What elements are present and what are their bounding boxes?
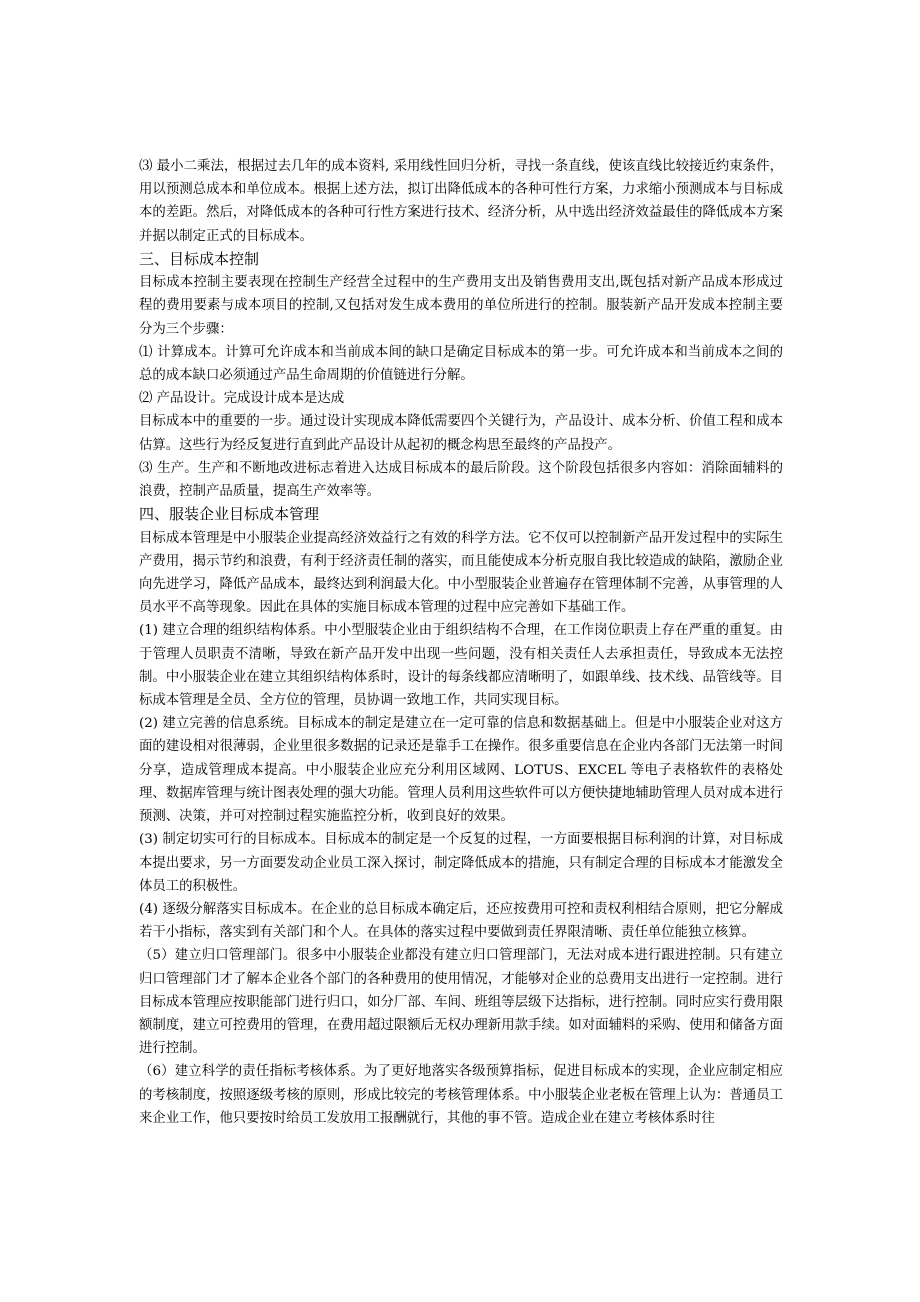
paragraph-item-5-department: （5）建立归口管理部门。很多中小服装企业都没有建立归口管理部门，无法对成本进行跟进控制。只有建立归口管理部门才了解本企业各个部门的各种费用的使用情况，才能够对企业的总费用支出进行一定控制。进行目标成本管理应按职能部门进行归口，如分厂部、车间、班组等层级下达指标，进行控制。同时应实行费用限额制度，建立可控费用的管理，在费用超过限额后无权办理新用款手续。如对面辅料的采购、使用和储备方面进行控制。 <box>139 948 783 1057</box>
paragraph-control-intro: 目标成本控制主要表现在控制生产经营全过程中的生产费用支出及销售费用支出,既包括对新产品成本形成过程的费用要素与成本项目的控制,又包括对发生成本费用的单位所进行的控制。服装新产品开发成本控制主要分为三个步骤： <box>139 275 783 337</box>
paragraph-management-intro: 目标成本管理是中小服装企业提高经济效益行之有效的科学方法。它不仅可以控制新产品开发过程中的实际生产费用，揭示节约和浪费，有利于经济责任制的落实，而且能使成本分析克服自我比较造成的缺陷，激励企业向先进学习，降低产品成本，最终达到利润最大化。中小型服装企业普遍存在管理体制不完善，从事管理的人员水平不高等现象。因此在具体的实施目标成本管理的过程中应完善如下基础工作。 <box>139 530 783 616</box>
paragraph-item-3-target-setting: (3) 制定切实可行的目标成本。目标成本的制定是一个反复的过程，一方面要根据目标利润的计算，对目标成本提出要求，另一方面要发动企业员工深入探讨，制定降低成本的措施，只有制定合理的目标成本才能激发全体员工的积极性。 <box>139 832 783 894</box>
paragraph-item-2-information: (2) 建立完善的信息系统。目标成本的制定是建立在一定可靠的信息和数据基础上。但是中小服装企业对这方面的建设相对很薄弱，企业里很多数据的记录还是靠手工在操作。很多重要信息在企业内各部门无法第一时间分享，造成管理成本提高。中小服装企业应充分利用区域网、LOTUS、EXCEL 等电子表格软件的表格处理、数据库管理与统计图表处理的强大功能。管理人员利用这些软件可以方便快捷地辅助管理人员对成本进行预测、决策，并可对控制过程实施监控分析，收到良好的效果。 <box>139 716 783 825</box>
paragraph-step-production: ⑶ 生产。生产和不断地改进标志着进入达成目标成本的最后阶段。这个阶段包括很多内容如：消除面辅料的浪费，控制产品质量，提高生产效率等。 <box>139 460 783 500</box>
paragraph-item-6-assessment: （6）建立科学的责任指标考核体系。为了更好地落实各级预算指标，促进目标成本的实现，企业应制定相应的考核制度，按照逐级考核的原则，形成比较完的考核管理体系。中小服装企业老板在管理上认为：普通员工来企业工作，他只要按时给员工发放用工报酬就行，其他的事不管。造成企业在建立考核体系时往 <box>139 1064 783 1126</box>
paragraph-design-detail: 目标成本中的重要的一步。通过设计实现成本降低需要四个关键行为，产品设计、成本分析、价值工程和成本估算。这些行为经反复进行直到此产品设计从起初的概念构思至最终的产品投产。 <box>139 414 783 453</box>
paragraph-item-4-decomposition: (4) 逐级分解落实目标成本。在企业的总目标成本确定后，还应按费用可控和责权利相结合原则，把它分解成若干小指标，落实到有关部门和个人。在具体的落实过程中要做到责任界限清晰、责任单位能独立核算。 <box>139 901 783 941</box>
paragraph-item-1-organization: (1) 建立合理的组织结构体系。中小型服装企业由于组织结构不合理，在工作岗位职责上存在严重的重复。由于管理人员职责不清晰，导致在新产品开发中出现一些问题，没有相关责任人去承担责任，导致成本无法控制。中小服装企业在建立其组织结构体系时，设计的每条线都应清晰明了，如跟单线、技术线、品管线等。目标成本管理是全员、全方位的管理，员协调一致地工作，共同实现目标。 <box>139 623 783 709</box>
paragraph-least-squares: ⑶ 最小二乘法，根据过去几年的成本资料, 采用线性回归分析，寻找一条直线，使该直线比较接近约束条件，用以预测总成本和单位成本。根据上述方法，拟订出降低成本的各种可性行方案，力求缩小预测成本与目标成本的差距。然后，对降低成本的各种可行性方案进行技术、经济分析，从中选出经济效益最佳的降低成本方案并据以制定正式的目标成本。 <box>139 159 783 244</box>
document-page <box>139 155 783 1130</box>
section-heading-target-cost-control: 三、目标成本控制 <box>139 249 260 268</box>
section-heading-target-cost-management: 四、服装企业目标成本管理 <box>139 505 320 524</box>
paragraph-step-product-design: ⑵ 产品设计。完成设计成本是达成 <box>139 391 345 407</box>
paragraph-step-calculate-cost: ⑴ 计算成本。计算可允许成本和当前成本间的缺口是确定目标成本的第一步。可允许成本和当前成本之间的总的成本缺口必须通过产品生命周期的价值链进行分解。 <box>139 344 783 384</box>
